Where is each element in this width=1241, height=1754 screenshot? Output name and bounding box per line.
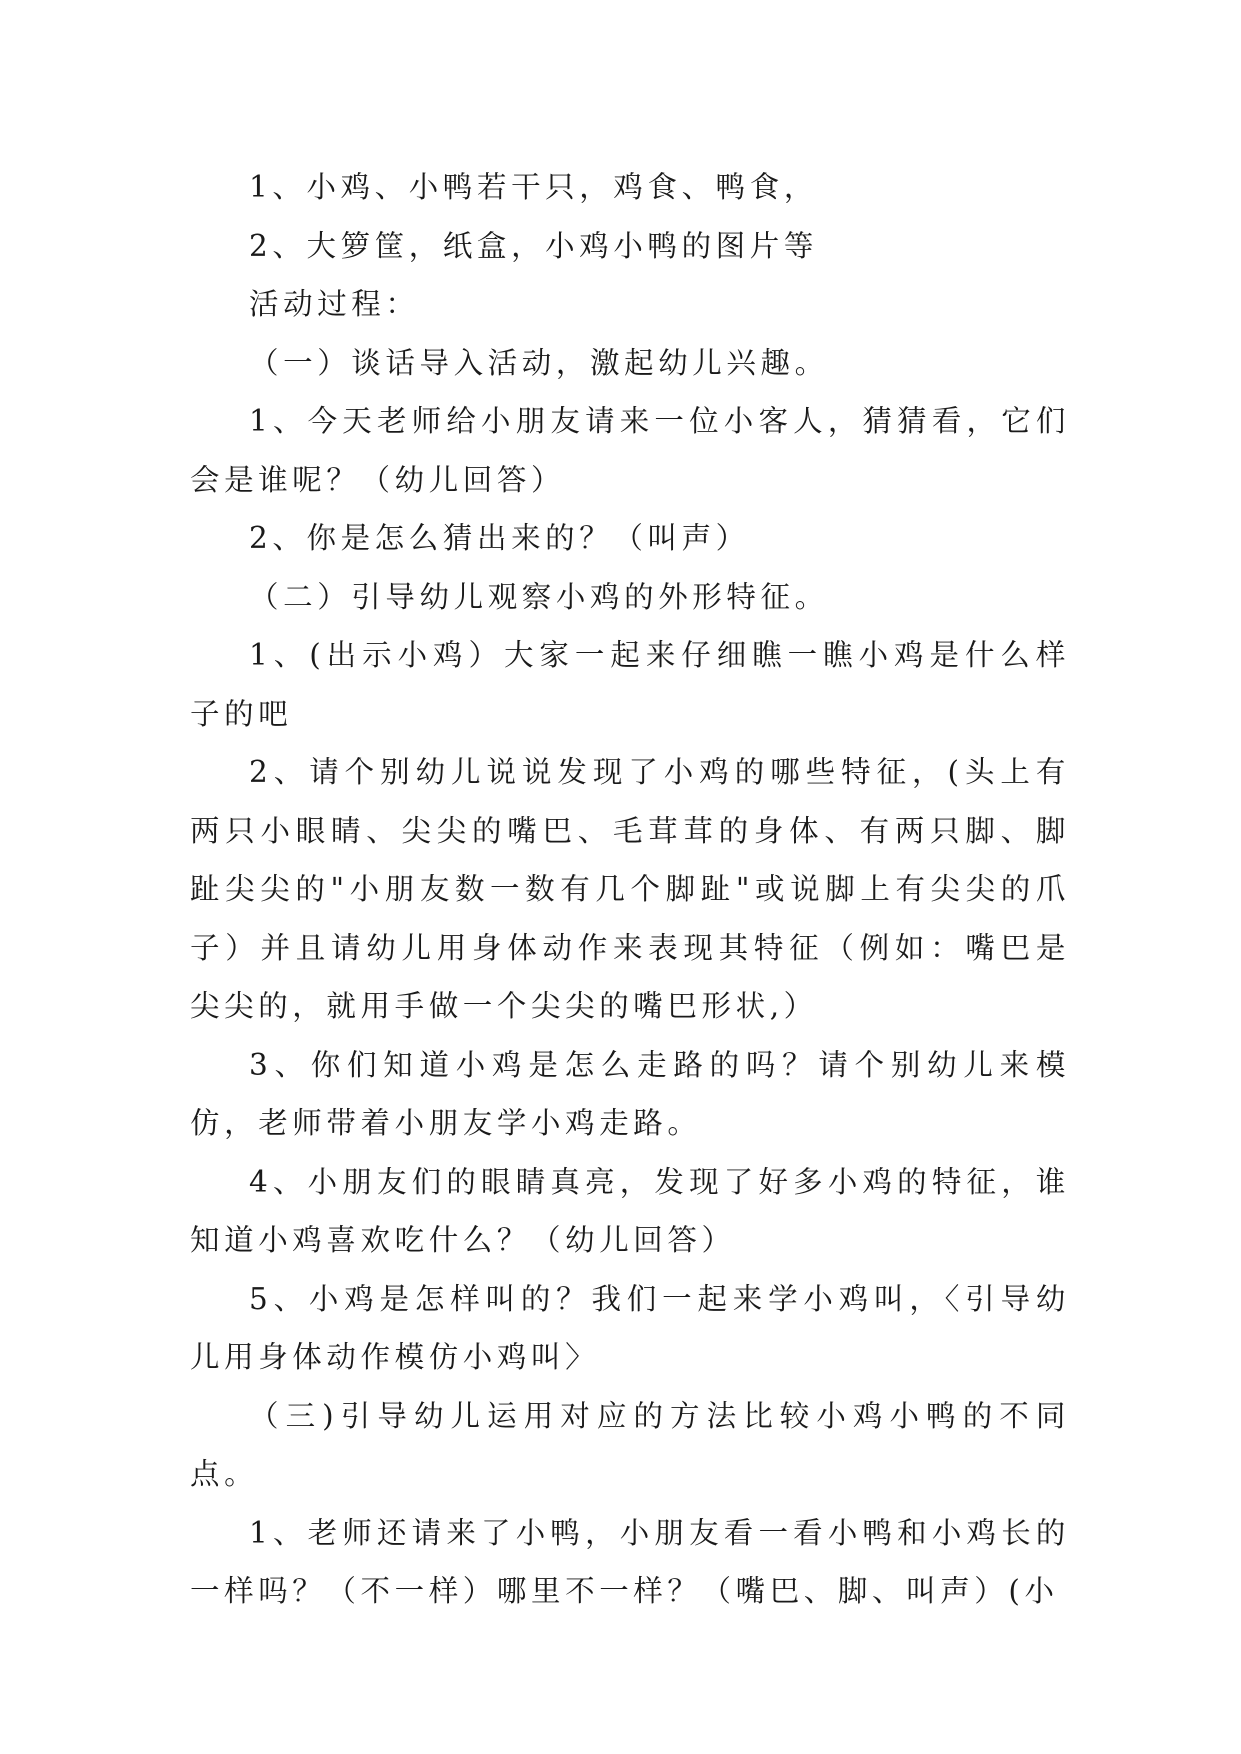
section-2-item-3: 3、你们知道小鸡是怎么走路的吗？请个别幼儿来模仿，老师带着小朋友学小鸡走路。 <box>190 1047 1070 1140</box>
section-1-item-2: 2、你是怎么猜出来的？（叫声） <box>249 521 750 555</box>
section-heading-2: （二）引导幼儿观察小鸡的外形特征。 <box>249 579 829 614</box>
process-heading: 活动过程： <box>249 287 420 321</box>
section-2-item-5: 5、小鸡是怎样叫的？我们一起来学小鸡叫，〈引导幼儿用身体动作模仿小鸡叫〉 <box>190 1281 1070 1374</box>
section-2-item-2: 2、请个别幼儿说说发现了小鸡的哪些特征，(头上有两只小眼睛、尖尖的嘴巴、毛茸茸的身体、有两只脚、脚趾尖尖的"小朋友数一数有几个脚趾"或说脚上有尖尖的爪子）并且请幼儿用身体动作来表现其特征（例如：嘴巴是尖尖的，就用手做一个尖尖的嘴巴形状,） <box>190 755 1070 1023</box>
section-heading-3: （三)引导幼儿运用对应的方法比较小鸡小鸭的不同点。 <box>190 1398 1070 1491</box>
section-heading-1: （一）谈话导入活动，激起幼儿兴趣。 <box>249 345 829 380</box>
section-1-item-1: 1、今天老师给小朋友请来一位小客人，猜猜看，它们会是谁呢？（幼儿回答） <box>190 404 1070 497</box>
materials-item-1: 1、小鸡、小鸭若干只，鸡食、鸭食， <box>249 170 818 204</box>
section-3-item-1: 1、老师还请来了小鸭，小朋友看一看小鸭和小鸡长的一样吗？（不一样）哪里不一样？（嘴巴、脚、叫声）(小 <box>190 1515 1070 1608</box>
materials-item-2: 2、大箩筐，纸盒，小鸡小鸭的图片等 <box>249 228 818 263</box>
section-2-item-4: 4、小朋友们的眼睛真亮，发现了好多小鸡的特征，谁知道小鸡喜欢吃什么？（幼儿回答） <box>190 1164 1070 1257</box>
document-body <box>190 158 1070 1621</box>
section-2-item-1: 1、(出示小鸡）大家一起来仔细瞧一瞧小鸡是什么样子的吧 <box>190 638 1070 731</box>
